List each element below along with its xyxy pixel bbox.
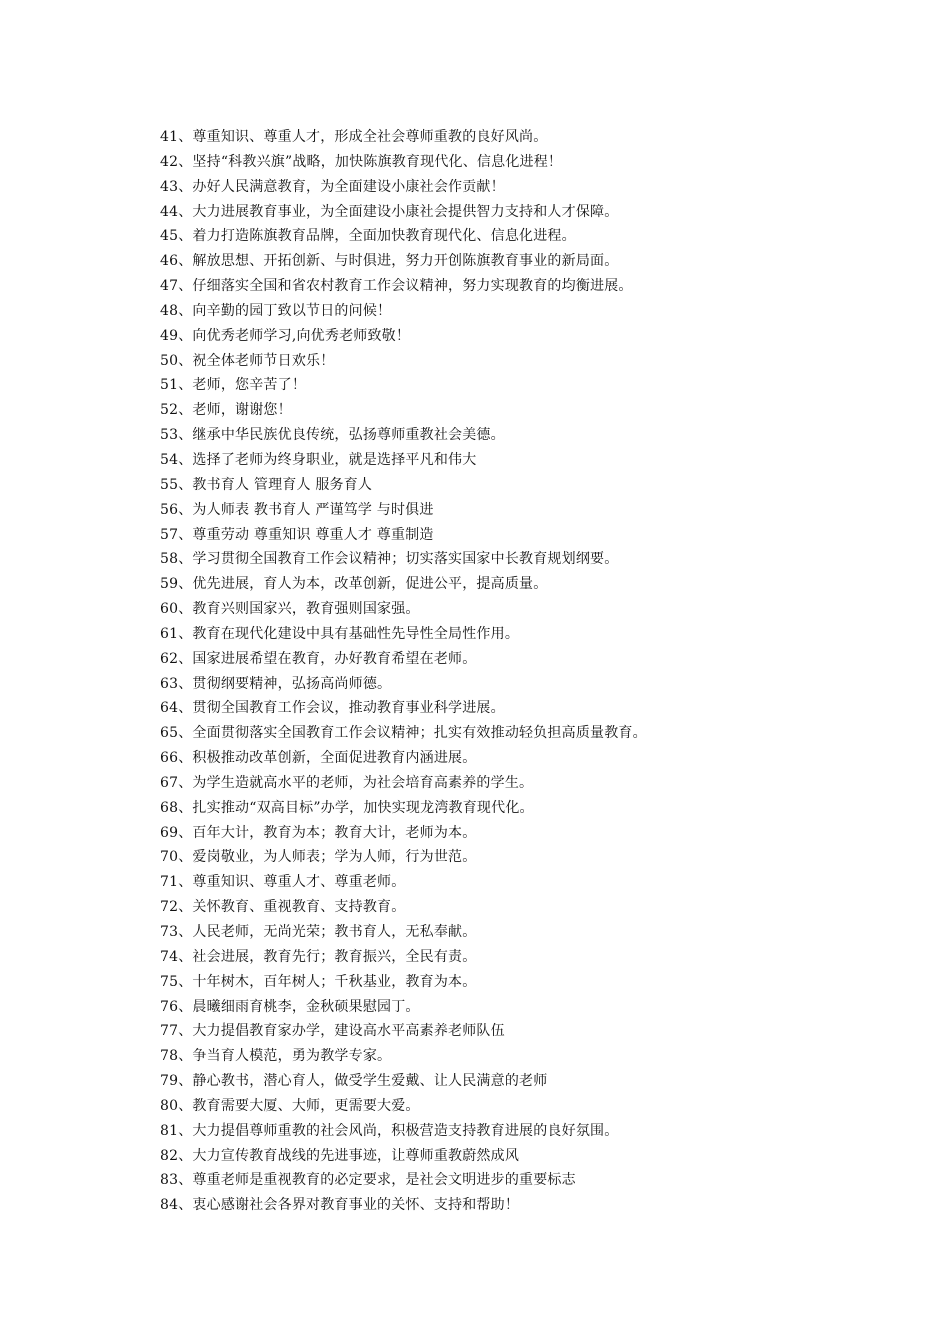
list-item: 53、继承中华民族优良传统，弘扬尊师重教社会美德。 [160, 427, 505, 444]
list-item: 61、教育在现代化建设中具有基础性先导性全局性作用。 [160, 625, 520, 642]
list-item: 68、扎实推动“双高目标”办学，加快实现龙湾教育现代化。 [160, 799, 534, 816]
list-item: 84、衷心感谢社会各界对教育事业的关怀、支持和帮助！ [160, 1197, 520, 1214]
list-item: 65、全面贯彻落实全国教育工作会议精神；扎实有效推动轻负担高质量教育。 [160, 725, 647, 742]
list-item: 73、人民老师，无尚光荣；教书育人，无私奉献。 [160, 924, 477, 940]
list-item: 45、着力打造陈旗教育品牌，全面加快教育现代化、信息化进程。 [160, 228, 576, 245]
list-item: 46、解放思想、开拓创新、与时俱进，努力开创陈旗教育事业的新局面。 [160, 253, 619, 270]
list-item: 52、老师，谢谢您！ [160, 402, 292, 419]
list-item: 48、向辛勤的园丁致以节日的问候！ [160, 302, 392, 319]
list-item: 64、贯彻全国教育工作会议，推动教育事业科学进展。 [160, 700, 505, 717]
list-item: 74、社会进展，教育先行；教育振兴，全民有责。 [160, 948, 477, 965]
list-item: 60、教育兴则国家兴，教育强则国家强。 [160, 601, 420, 618]
list-item: 47、仔细落实全国和省农村教育工作会议精神，努力实现教育的均衡进展。 [160, 278, 633, 295]
list-item: 59、优先进展，育人为本，改革创新，促进公平，提高质量。 [160, 576, 548, 593]
list-item: 79、静心教书，潜心育人，做受学生爱戴、让人民满意的老师 [160, 1073, 548, 1090]
list-item: 58、学习贯彻全国教育工作会议精神；切实落实国家中长教育规划纲要。 [160, 551, 619, 568]
list-item: 49、向优秀老师学习,向优秀老师致敬！ [160, 327, 411, 344]
list-item: 72、关怀教育、重视教育、支持教育。 [160, 899, 406, 916]
list-item: 78、争当育人模范，勇为教学专家。 [160, 1048, 392, 1065]
list-item: 44、大力进展教育事业，为全面建设小康社会提供智力支持和人才保障。 [160, 203, 619, 220]
list-item: 54、选择了老师为终身职业，就是选择平凡和伟大 [160, 451, 477, 468]
list-item: 42、坚持“科教兴旗”战略，加快陈旗教育现代化、信息化进程！ [160, 153, 563, 170]
list-item: 82、大力宣传教育战线的先进事迹，让尊师重教蔚然成风 [160, 1147, 520, 1164]
list-item: 50、祝全体老师节日欢乐！ [160, 352, 335, 369]
list-item: 43、办好人民满意教育，为全面建设小康社会作贡献！ [160, 178, 505, 195]
list-item: 83、尊重老师是重视教育的必定要求，是社会文明进步的重要标志 [160, 1172, 576, 1189]
list-item: 63、贯彻纲要精神，弘扬高尚师德。 [160, 675, 392, 692]
list-item: 77、大力提倡教育家办学，建设高水平高素养老师队伍 [160, 1023, 505, 1040]
list-item: 80、教育需要大厦、大师，更需要大爱。 [160, 1097, 420, 1114]
list-item: 41、尊重知识、尊重人才，形成全社会尊师重教的良好风尚。 [160, 129, 548, 145]
list-item: 76、晨曦细雨育桃李，金秋硕果慰园丁。 [160, 998, 420, 1015]
list-item: 56、为人师表 教书育人 严谨笃学 与时俱进 [160, 501, 434, 518]
list-item: 75、十年树木，百年树人；千秋基业，教育为本。 [160, 973, 477, 990]
list-item: 69、百年大计，教育为本；教育大计，老师为本。 [160, 824, 477, 841]
list-item: 55、教书育人 管理育人 服务育人 [160, 476, 373, 493]
list-item: 67、为学生造就高水平的老师，为社会培育高素养的学生。 [160, 774, 534, 791]
list-item: 57、尊重劳动 尊重知识 尊重人才 尊重制造 [160, 526, 434, 543]
list-item: 66、积极推动改革创新，全面促进教育内涵进展。 [160, 750, 477, 767]
list-item: 70、爱岗敬业，为人师表；学为人师，行为世范。 [160, 849, 477, 866]
list-item: 71、尊重知识、尊重人才、尊重老师。 [160, 874, 406, 891]
slogan-list [160, 125, 880, 1218]
list-item: 51、老师，您辛苦了！ [160, 377, 307, 394]
list-item: 81、大力提倡尊师重教的社会风尚，积极营造支持教育进展的良好氛围。 [160, 1122, 619, 1139]
list-item: 62、国家进展希望在教育，办好教育希望在老师。 [160, 650, 477, 667]
